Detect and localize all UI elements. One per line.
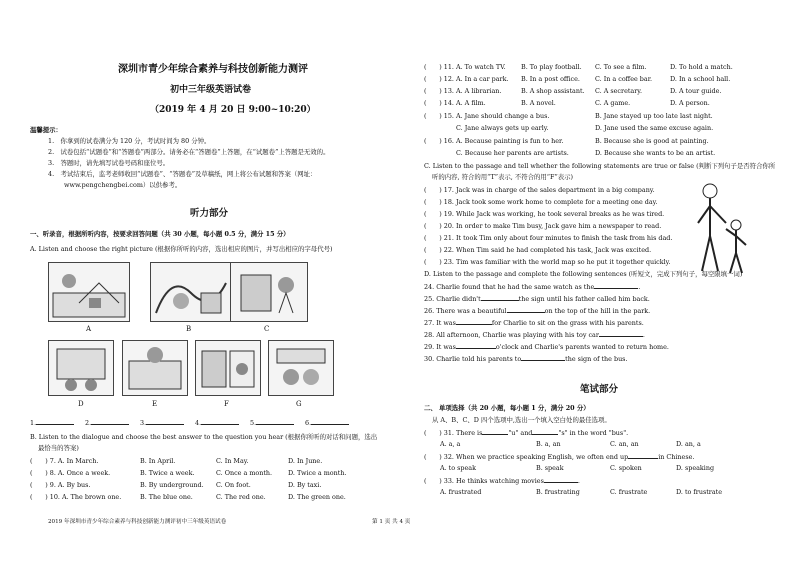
section-a-instruction: A. Listen and choose the right picture (根据你所听的内容，选出相应的图片，并写出相应的字母代号) xyxy=(30,245,333,253)
fill-question-29[interactable]: 29. It was o'clock and Charlie's parents wanted to return home. xyxy=(424,343,669,351)
section-b-instruction: B. Listen to the dialogue and choose the best answer to the question you hear (根据你所听的对话和问题，选出 xyxy=(30,433,378,441)
notice-item: 3. 答题时，请先填写试卷号码和座位号。 xyxy=(48,159,170,167)
option: A. a, a xyxy=(440,440,461,448)
option: C. A game. xyxy=(595,99,631,107)
option: B. frustrating xyxy=(536,488,580,496)
exam-date: （2019 年 4 月 20 日 9:00~10:20） xyxy=(150,105,316,115)
tf-question-20: ( ) 20. In order to make Tim busy, Jack gave him a newspaper to read. xyxy=(424,222,662,230)
option: B. By underground. xyxy=(140,481,204,489)
fill-question-30[interactable]: 30. Charlie told his parents to the sign of the bus. xyxy=(424,355,628,363)
option: D. To hold a match. xyxy=(670,63,733,71)
listening-heading: 听力部分 xyxy=(190,208,229,219)
mc-question-32[interactable]: ( ) 32. When we practice speaking English, we often end up in Chinese. xyxy=(424,453,695,461)
option: B. To play football. xyxy=(521,63,582,71)
option: B. Because she is good at painting. xyxy=(595,137,709,145)
option: D. By taxi. xyxy=(288,481,322,489)
written-heading: 笔试部分 xyxy=(580,384,619,395)
question-12: ( ) 12. A. In a car park. xyxy=(424,75,509,83)
option: B. Twice a week. xyxy=(140,469,195,477)
picture-label: C xyxy=(264,325,270,333)
section-c-instruction: 听的内容, 符合的用“T”表示, 不符合的用“F”表示) xyxy=(432,173,574,181)
option: D. Twice a month. xyxy=(288,469,347,477)
picture-label: A xyxy=(86,325,92,333)
question-7: ( ) 7. A. In March. xyxy=(30,457,99,465)
option: B. A shop assistant. xyxy=(521,87,585,95)
tf-question-17: ( ) 17. Jack was in charge of the sales department in a big company. xyxy=(424,186,655,194)
page-number: 第 1 页 共 4 页 xyxy=(372,519,411,525)
option: D. speaking xyxy=(676,464,715,472)
answer-line-3[interactable]: 3. xyxy=(140,418,184,427)
question-9: ( ) 9. A. By bus. xyxy=(30,481,91,489)
option: D. A person. xyxy=(670,99,710,107)
option: B. speak xyxy=(536,464,564,472)
picture-label: B xyxy=(186,325,192,333)
father-son-illustration xyxy=(686,181,756,279)
fill-question-24[interactable]: 24. Charlie found that he had the same watch as the . xyxy=(424,283,641,291)
footer-title: 2019 年深圳市青少年综合素养与科技创新能力测评初中三年级英语试卷 xyxy=(48,519,227,525)
question-14: ( ) 14. A. A film. xyxy=(424,99,486,107)
picture-label: D xyxy=(78,400,84,408)
option: C. To see a film. xyxy=(595,63,647,71)
section-c-instruction: C. Listen to the passage and tell whether the following statements are true or false (判断下列句子是否符合你所 xyxy=(424,162,776,170)
mc-question-33[interactable]: ( ) 33. He thinks watching movies . xyxy=(424,477,580,485)
notice-item: 4. 考试结束后，监考老师收回“试题卷”、“答题卷”及草稿纸，网上将公布试题和答案（网址： xyxy=(48,170,317,178)
option: C. frustrate xyxy=(610,488,648,496)
option: A. to speak xyxy=(440,464,476,472)
fill-question-26[interactable]: 26. There was a beautiful on the top of the hill in the park. xyxy=(424,307,651,315)
option: B. In a post office. xyxy=(521,75,580,83)
part1-instruction: 一、听录音，根据所听内容，按要求回答问题（共 30 小题，每小题 0.5 分，满分 15 分） xyxy=(30,230,290,238)
option: B. a, an xyxy=(536,440,561,448)
picture-e xyxy=(122,340,188,396)
option: C. In May. xyxy=(216,457,249,465)
tf-question-22: ( ) 22. When Tim said he had completed his task, Jack was excited. xyxy=(424,246,652,254)
option: D. In June. xyxy=(288,457,323,465)
part2-instruction: 二、 单项选择（共 20 小题，每小题 1 分，满分 20 分） xyxy=(424,404,590,412)
notice-item: 1. 你拿到的试卷满分为 120 分，考试时间为 80 分钟。 xyxy=(48,137,211,145)
option: C. In a coffee bar. xyxy=(595,75,653,83)
part2-note: 从 A、B、C、D 四个选项中,选出一个填入空白处的最佳选项。 xyxy=(432,416,611,424)
mc-question-31[interactable]: ( ) 31. There is "u" and "s" in the word "bus". xyxy=(424,429,629,437)
answer-line-4[interactable]: 4. xyxy=(195,418,239,427)
question-11: ( ) 11. A. To watch TV. xyxy=(424,63,506,71)
option: B. The blue one. xyxy=(140,493,193,501)
option: B. Jane stayed up too late last night. xyxy=(595,112,713,120)
notice-item: 2. 试卷包括“试题卷”和“答题卷”两部分。请务必在“答题卷”上答题，在“试题卷”上答题是无效的。 xyxy=(48,148,330,156)
option: D. A tour guide. xyxy=(670,87,722,95)
option: C. Because her parents are artists. xyxy=(456,149,569,157)
question-13: ( ) 13. A. A librarian. xyxy=(424,87,502,95)
fill-question-27[interactable]: 27. It was for Charlie to sit on the grass with his parents. xyxy=(424,319,644,327)
option: D. to frustrate xyxy=(676,488,723,496)
fill-question-25[interactable]: 25. Charlie didn't the sign until his father called him back. xyxy=(424,295,650,303)
picture-label: G xyxy=(296,400,302,408)
option: D. The green one. xyxy=(288,493,346,501)
option: D. Because she wants to be an artist. xyxy=(595,149,716,157)
answer-line-2[interactable]: 2. xyxy=(85,418,129,427)
option: D. Jane used the same excuse again. xyxy=(595,124,714,132)
exam-subtitle: 初中三年级英语试卷 xyxy=(170,85,252,95)
answer-line-6[interactable]: 6. xyxy=(305,418,349,427)
answer-line-5[interactable]: 5. xyxy=(250,418,294,427)
picture-f xyxy=(195,340,261,396)
question-10: ( ) 10. A. The brown one. xyxy=(30,493,122,501)
picture-g xyxy=(268,340,334,396)
picture-label: E xyxy=(152,400,158,408)
option: C. On foot. xyxy=(216,481,251,489)
question-16: ( ) 16. A. Because painting is fun to her. xyxy=(424,137,564,145)
picture-label: F xyxy=(224,400,229,408)
fill-question-28[interactable]: 28. All afternoon, Charlie was playing with his toy car . xyxy=(424,331,645,339)
section-d-instruction: D. Listen to the passage and complete the following sentences (听短文，完成下列句子，每空限填一词) xyxy=(424,270,743,278)
option: D. an, a xyxy=(676,440,701,448)
picture-d xyxy=(48,340,114,396)
option: C. A secretary. xyxy=(595,87,643,95)
tf-question-18: ( ) 18. Jack took some work home to complete for a meeting one day. xyxy=(424,198,658,206)
option: B. In April. xyxy=(140,457,176,465)
answer-line-1[interactable]: 1. xyxy=(30,418,74,427)
option: C. Jane always gets up early. xyxy=(456,124,549,132)
picture-c xyxy=(230,262,308,322)
tf-question-21: ( ) 21. It took Tim only about four minutes to finish the task from his dad. xyxy=(424,234,673,242)
option: C. Once a month. xyxy=(216,469,273,477)
option: D. In a school hall. xyxy=(670,75,731,83)
question-8: ( ) 8. A. Once a week. xyxy=(30,469,111,477)
option: C. spoken xyxy=(610,464,642,472)
exam-title: 深圳市青少年综合素养与科技创新能力测评 xyxy=(118,64,308,75)
option: B. A novel. xyxy=(521,99,556,107)
notice-heading: 温馨提示： xyxy=(30,126,62,134)
notice-item: www.pengchengbei.com）以供参考。 xyxy=(64,181,182,189)
picture-b xyxy=(150,262,232,322)
tf-question-23: ( ) 23. Tim was familiar with the world map so he put it together quickly. xyxy=(424,258,671,266)
question-15: ( ) 15. A. Jane should change a bus. xyxy=(424,112,550,120)
tf-question-19: ( ) 19. While Jack was working, he took several breaks as he was tired. xyxy=(424,210,665,218)
option: C. The red one. xyxy=(216,493,266,501)
option: A. frustrated xyxy=(440,488,482,496)
option: C. an, an xyxy=(610,440,639,448)
picture-a xyxy=(48,262,130,322)
section-b-instruction: 最恰当的答案) xyxy=(38,444,79,452)
